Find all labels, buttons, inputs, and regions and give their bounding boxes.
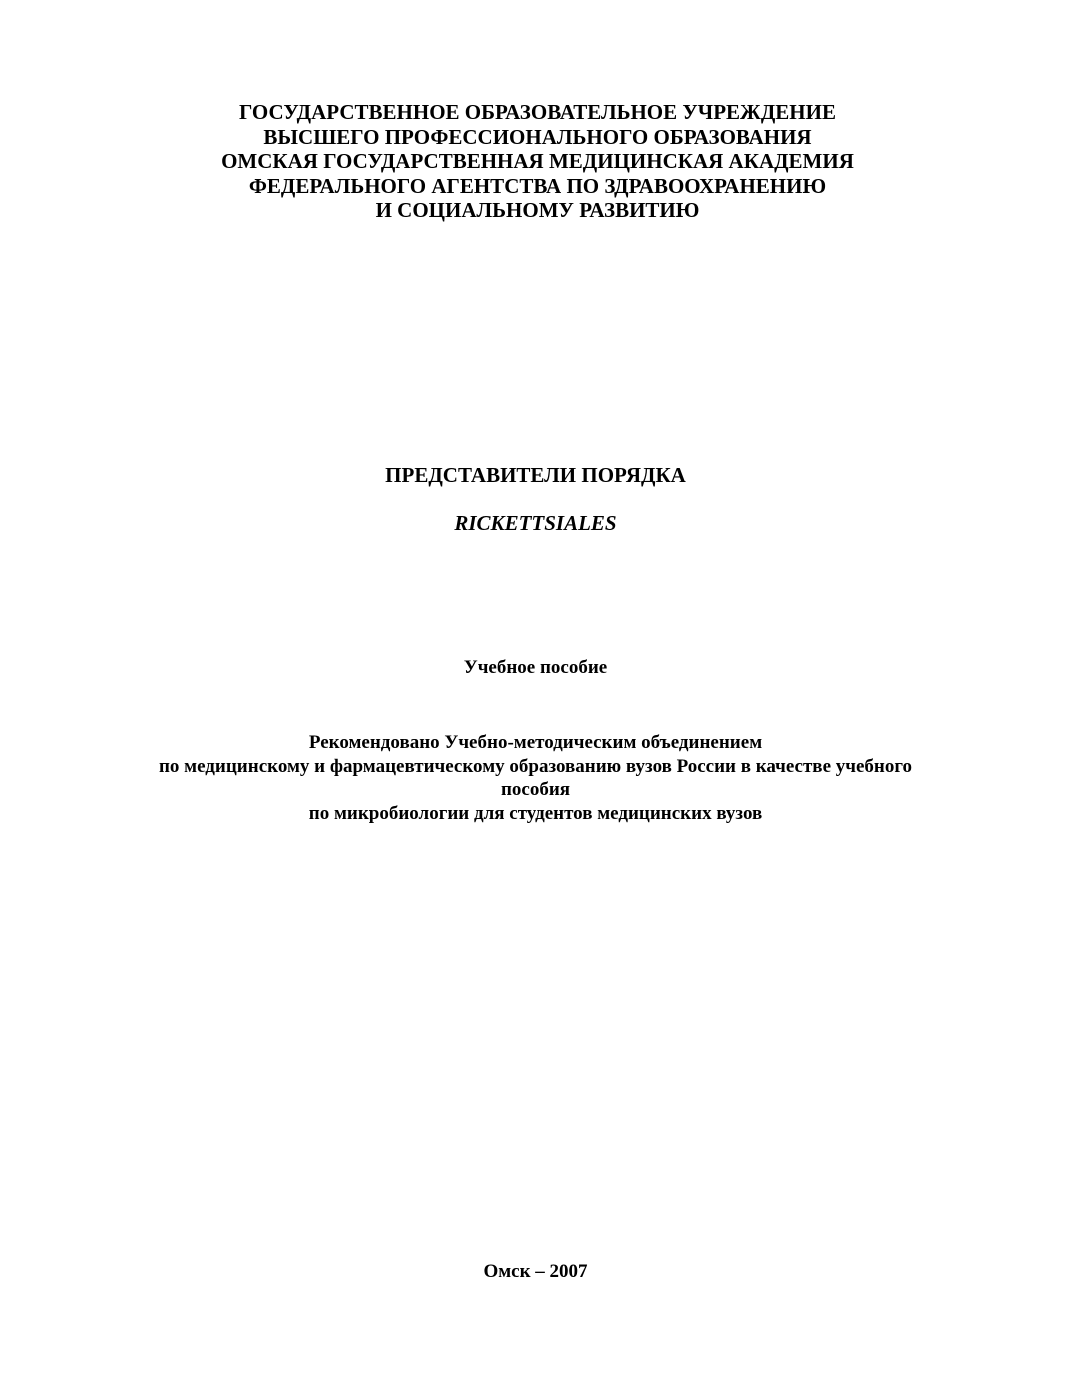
institution-line: ФЕДЕРАЛЬНОГО АГЕНТСТВА ПО ЗДРАВООХРАНЕНИЮ — [248, 173, 827, 198]
institution-header — [0, 100, 1071, 223]
recommendation-line: пособия — [500, 779, 571, 800]
document-subtitle — [0, 511, 1071, 535]
document-type-label: Учебное пособие — [463, 657, 608, 678]
recommendation-line: Рекомендовано Учебно-методическим объединением — [308, 732, 763, 753]
document-title — [0, 463, 1071, 487]
city-year: Омск – 2007 — [483, 1261, 588, 1282]
title-latin: RICKETTSIALES — [454, 511, 617, 535]
institution-line: ВЫСШЕГО ПРОФЕССИОНАЛЬНОГО ОБРАЗОВАНИЯ — [263, 124, 812, 149]
institution-line: И СОЦИАЛЬНОМУ РАЗВИТИЮ — [375, 198, 700, 222]
publication-footer — [0, 1261, 1071, 1283]
title-main: ПРЕДСТАВИТЕЛИ ПОРЯДКА — [385, 463, 686, 487]
institution-line: ОМСКАЯ ГОСУДАРСТВЕННАЯ МЕДИЦИНСКАЯ АКАДЕМИЯ — [221, 149, 854, 173]
institution-line: ГОСУДАРСТВЕННОЕ ОБРАЗОВАТЕЛЬНОЕ УЧРЕЖДЕНИЕ — [239, 100, 836, 124]
recommendation-note — [0, 731, 1071, 825]
recommendation-line: по микробиологии для студентов медицинских вузов — [308, 802, 763, 824]
document-type — [0, 657, 1071, 679]
recommendation-line: по медицинскому и фармацевтическому образованию вузов России в качестве учебного — [158, 755, 912, 777]
